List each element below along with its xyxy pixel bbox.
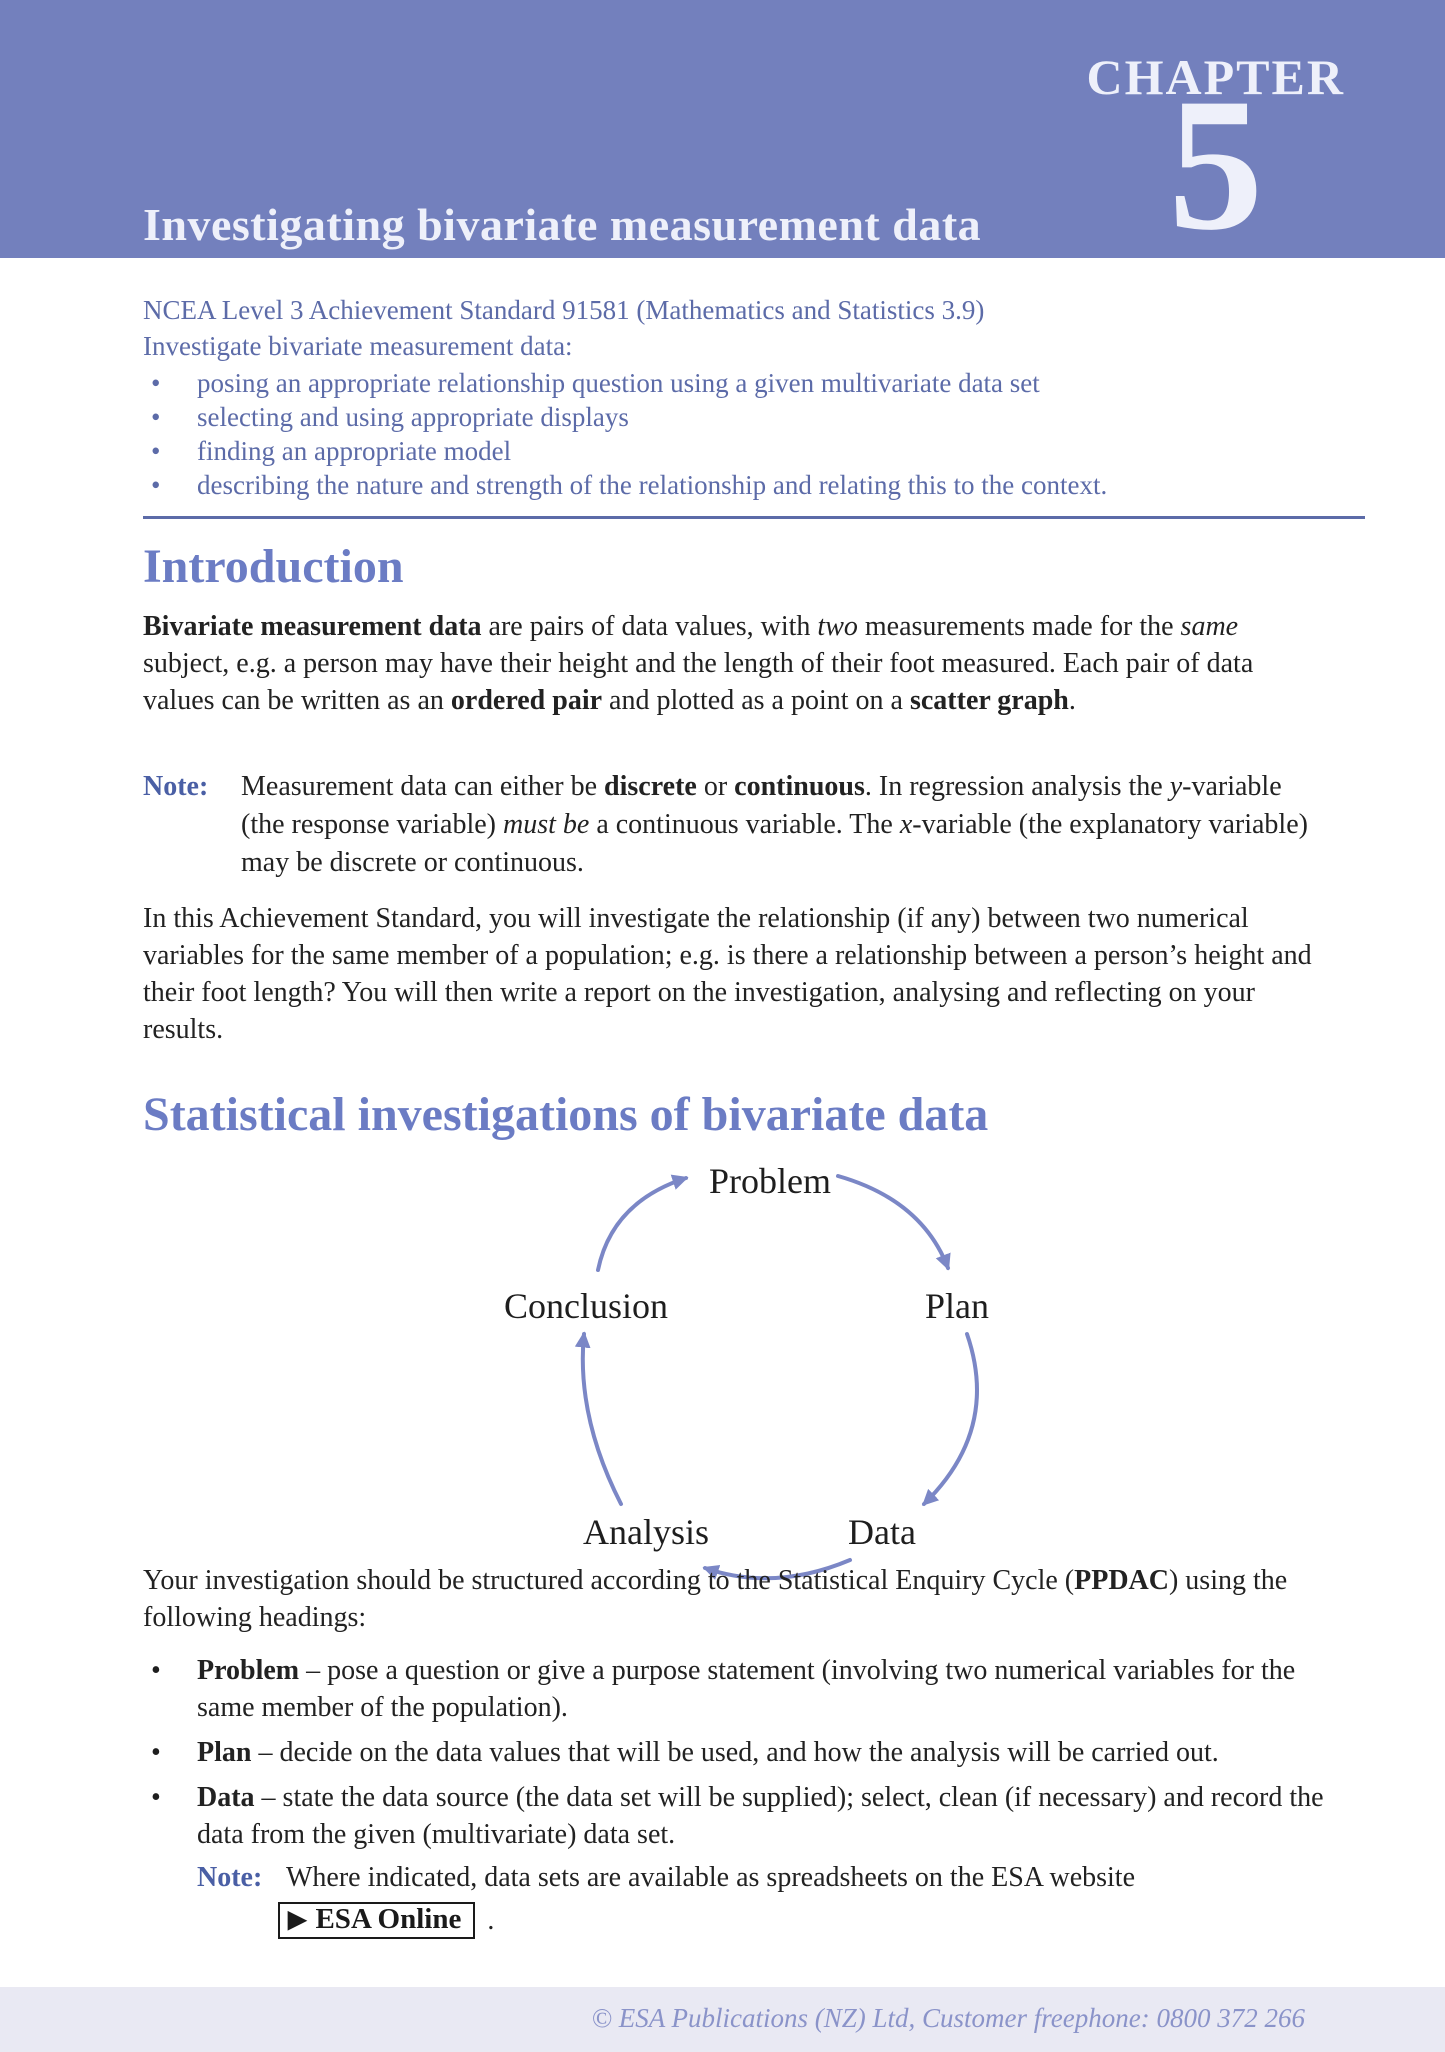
cycle-label-data: Data xyxy=(848,1512,916,1552)
text-run: y xyxy=(1169,771,1183,802)
chapter-label: CHAPTER xyxy=(1086,49,1345,105)
standard-objectives-list xyxy=(143,366,1365,502)
text-run: are pairs of data values, with xyxy=(481,611,818,642)
text-run: -variable (the explanatory variable) may be discrete or continuous. xyxy=(241,809,1308,878)
chapter-header-band xyxy=(0,0,1445,270)
ppdac-bullet-problem xyxy=(143,1652,1353,1726)
text-run: same xyxy=(1180,611,1239,642)
cycle-arrow-problem-to-plan xyxy=(838,1176,948,1268)
text-run: ordered pair xyxy=(450,685,603,716)
ppdac-bullet-plan xyxy=(143,1734,1353,1771)
chapter-number: 5 xyxy=(1168,60,1264,270)
text-run: subject, e.g. a person may have their height and the length of their foot measured. Each pair of data values can be written as an xyxy=(143,648,1254,716)
esa-online-label: ESA Online xyxy=(315,1903,462,1935)
standard-objective: • finding an appropriate model xyxy=(143,434,1365,468)
ppdac-description: – state the data source (the data set will be supplied); select, clean (if necessary) and record the data from the given (multivariate) data set. xyxy=(197,1782,1324,1850)
text-run: and plotted as a point on a xyxy=(602,685,910,716)
text-run: measurements made for the xyxy=(857,611,1181,642)
text-run: two xyxy=(817,611,858,642)
cycle-label-analysis: Analysis xyxy=(583,1512,709,1552)
statistical-investigations-heading: Statistical investigations of bivariate data xyxy=(143,1088,989,1141)
ppdac-term: Data xyxy=(197,1782,255,1813)
ppdac-description: – decide on the data values that will be used, and how the analysis will be carried out. xyxy=(251,1737,1219,1768)
cycle-arrow-analysis-to-conclusion xyxy=(583,1334,621,1504)
ppdac-cycle-diagram xyxy=(350,1120,1050,1600)
note-block xyxy=(143,768,1328,882)
cycle-label-plan: Plan xyxy=(924,1286,990,1326)
chapter-badge xyxy=(1086,49,1345,270)
standard-line-1: NCEA Level 3 Achievement Standard 91581 (Mathematics and Statistics 3.9) xyxy=(143,295,985,325)
text-run: or xyxy=(696,771,735,802)
text-run: x xyxy=(899,809,913,840)
standard-objective: • describing the nature and strength of the relationship and relating this to the context. xyxy=(143,468,1365,502)
divider-rule xyxy=(143,516,1365,519)
note-text: Where indicated, data sets are available as spreadsheets on the ESA website xyxy=(286,1862,1136,1893)
cycle-label-conclusion: Conclusion xyxy=(503,1286,669,1326)
ppdac-headings-list xyxy=(143,1652,1353,1947)
text-run: a continuous variable. The xyxy=(589,809,900,840)
cycle-arrow-conclusion-to-problem xyxy=(598,1178,686,1270)
text-run: -variable (the response variable) xyxy=(241,771,1282,840)
text-run: Bivariate measurement data xyxy=(143,611,482,642)
esa-online-line xyxy=(278,1902,1353,1939)
standard-objective: • selecting and using appropriate displays xyxy=(143,400,1365,434)
achievement-standard-paragraph: In this Achievement Standard, you will investigate the relationship (if any) between two numerical variables for the same member of a population; e.g. is there a relationship between a person’s height and their foot length? You will then write a report on the investigation, analysing and reflecting on your results. xyxy=(143,903,1312,1045)
text-run: discrete xyxy=(604,771,697,802)
note-text xyxy=(241,771,1308,878)
ppdac-term: Problem xyxy=(197,1655,300,1686)
page-footer xyxy=(0,1987,1445,2052)
achievement-standard-block xyxy=(143,292,1365,519)
introduction-heading: Introduction xyxy=(143,540,404,593)
play-icon: ▶ xyxy=(288,1906,307,1933)
ppdac-bullet-data xyxy=(143,1779,1353,1939)
ppdac-description: – pose a question or give a purpose statement (involving two numerical variables for the same member of the population). xyxy=(197,1655,1296,1723)
standard-objective: • posing an appropriate relationship question using a given multivariate data set xyxy=(143,366,1365,400)
text-run: . In regression analysis the xyxy=(864,771,1170,802)
chapter-title: Investigating bivariate measurement data xyxy=(143,199,982,250)
text-run: Your investigation should be structured according to the Statistical Enquiry Cycle ( xyxy=(143,1565,1075,1596)
cycle-arrow-plan-to-data xyxy=(924,1334,977,1504)
standard-line-2: Investigate bivariate measurement data: xyxy=(143,331,573,361)
data-note-block xyxy=(197,1859,1353,1896)
ppdac-term: Plan xyxy=(197,1737,252,1768)
sentence-period: . xyxy=(487,1905,495,1936)
text-run: ) using the following headings: xyxy=(143,1565,1288,1633)
intro-paragraph xyxy=(143,608,1303,719)
note-label: Note: xyxy=(143,771,209,802)
text-run: Measurement data can either be xyxy=(241,771,605,802)
note-label: Note: xyxy=(197,1862,263,1893)
text-run: scatter graph xyxy=(909,685,1069,716)
text-run: PPDAC xyxy=(1074,1565,1169,1596)
text-run: continuous xyxy=(734,771,865,802)
cycle-label-problem: Problem xyxy=(709,1161,831,1201)
enquiry-cycle-paragraph xyxy=(143,1562,1338,1636)
esa-online-button[interactable] xyxy=(278,1902,475,1939)
publisher-credit: © ESA Publications (NZ) Ltd, Customer freephone: 0800 372 266 xyxy=(591,2003,1305,2033)
text-run: . xyxy=(1068,685,1076,716)
text-run: must be xyxy=(503,809,590,840)
